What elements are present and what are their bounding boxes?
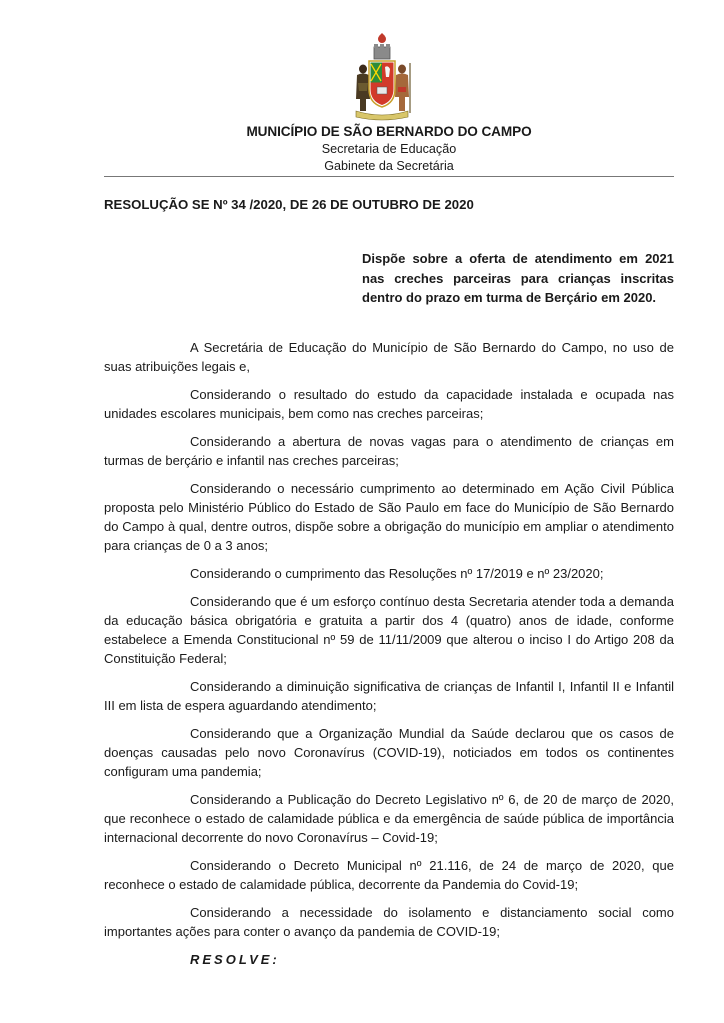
paragraph: Considerando o necessário cumprimento ao determinado em Ação Civil Pública proposta pelo Ministério Público do Estado de São Paulo em face do Município de São Bernardo do Campo à qual, dentre outros, dispõe sobre a obrigação do município em ampliar o atendimento para crianças de 0 a 3 anos; (104, 481, 674, 553)
paragraph: Considerando a Publicação do Decreto Legislativo nº 6, de 20 de março de 2020, que reconhece o estado de calamidade pública e da emergência de saúde pública de importância internacional decorrente do novo Coronavírus – Covid-19; (104, 792, 674, 845)
paragraph: Considerando a diminuição significativa de crianças de Infantil I, Infantil II e Infantil III em lista de espera aguardando atendimento; (104, 679, 674, 713)
coat-of-arms-icon (352, 33, 412, 121)
paragraph: Considerando que a Organização Mundial da Saúde declarou que os casos de doenças causadas pelo novo Coronavírus (COVID-19), noticiados em todos os continentes configuram uma pandemia; (104, 726, 674, 779)
office-name: Gabinete da Secretária (324, 159, 454, 173)
paragraph: Considerando a necessidade do isolamento e distanciamento social como importantes ações para conter o avanço da pandemia de COVID-19; (104, 905, 674, 939)
header-divider (104, 176, 674, 177)
paragraph: A Secretária de Educação do Município de São Bernardo do Campo, no uso de suas atribuições legais e, (104, 340, 674, 374)
resolution-title: RESOLUÇÃO SE Nº 34 /2020, DE 26 DE OUTUBRO DE 2020 (104, 197, 474, 212)
paragraph: Considerando que é um esforço contínuo desta Secretaria atender toda a demanda da educação básica obrigatória e gratuita a partir dos 4 (quatro) anos de idade, conforme estabelece a Emenda Constitucional nº 59 de 11/11/2009 que alterou o inciso I do Artigo 208 da Constituição Federal; (104, 594, 674, 666)
department-name: Secretaria de Educação (321, 142, 457, 156)
paragraph: Considerando o cumprimento das Resoluções nº 17/2019 e nº 23/2020; (190, 566, 604, 581)
paragraph: Considerando o resultado do estudo da capacidade instalada e ocupada nas unidades escolares municipais, bem como nas creches parceiras; (104, 387, 674, 421)
resolution-summary: Dispõe sobre a oferta de atendimento em 2021 nas creches parceiras para crianças inscritas dentro do prazo em turma de Berçário em 2020. (362, 251, 674, 305)
document-body (104, 338, 674, 969)
resolve-heading: RESOLVE: (190, 952, 280, 967)
paragraph: Considerando o Decreto Municipal nº 21.116, de 24 de março de 2020, que reconhece o estado de calamidade pública, decorrente da Pandemia do Covid-19; (104, 858, 674, 892)
municipality-name: MUNICÍPIO DE SÃO BERNARDO DO CAMPO (246, 124, 532, 139)
paragraph: Considerando a abertura de novas vagas para o atendimento de crianças em turmas de berçário e infantil nas creches parceiras; (104, 434, 674, 468)
